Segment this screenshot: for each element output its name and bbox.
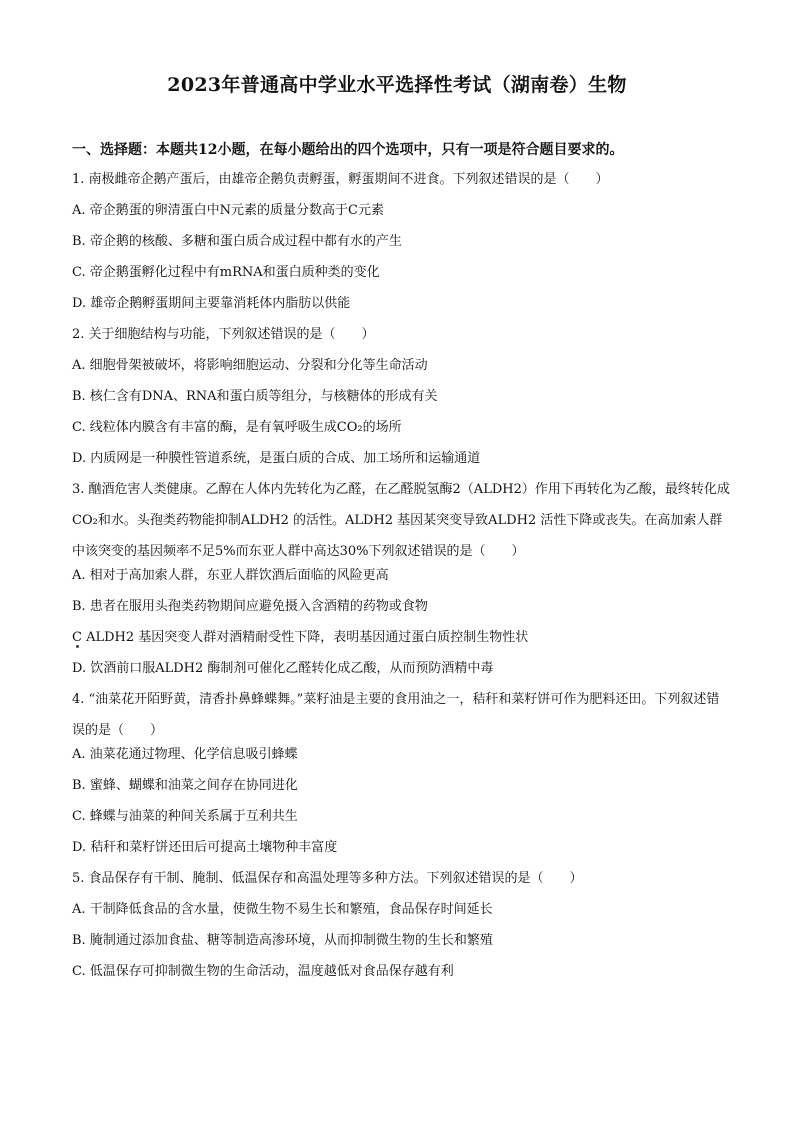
question-2-option-c: C. 线粒体内膜含有丰富的酶，是有氧呼吸生成CO₂的场所 <box>72 420 402 435</box>
question-stem-5: 5. 食品保存有干制、腌制、低温保存和高温处理等多种方法。下列叙述错误的是（ ） <box>72 871 583 886</box>
question-3-option-b: B. 患者在服用头孢类药物期间应避免摄入含酒精的药物或食物 <box>72 599 428 614</box>
question-2-option-a: A. 细胞骨架被破坏，将影响细胞运动、分裂和分化等生命活动 <box>72 358 428 373</box>
question-3-option-d: D. 饮酒前口服ALDH2 酶制剂可催化乙醛转化成乙酸，从而预防酒精中毒 <box>72 661 494 676</box>
question-2-option-d: D. 内质网是一种膜性管道系统，是蛋白质的合成、加工场所和运输通道 <box>72 451 481 466</box>
question-1-option-b: B. 帝企鹅的核酸、多糖和蛋白质合成过程中都有水的产生 <box>72 234 402 249</box>
question-4-option-c: C. 蜂蝶与油菜的种间关系属于互利共生 <box>72 809 298 824</box>
question-stem-2: 2. 关于细胞结构与功能，下列叙述错误的是（ ） <box>72 327 375 342</box>
question-list <box>72 170 732 993</box>
question-2-option-b: B. 核仁含有DNA、RNA和蛋白质等组分，与核糖体的形成有关 <box>72 389 438 404</box>
question-stem-3: 3. 酗酒危害人类健康。乙醇在人体内先转化为乙醛，在乙醛脱氢酶2（ALDH2）作用下再转化为乙酸，最终转化成CO₂和水。头孢类药物能抑制ALDH2 的活性。ALDH2 基因某突变导致ALDH2 活性下降或丧失。在高加索人群中该突变的基因频率不足5%而东亚人群中高达30%下列叙述错误的是（ ） <box>72 482 730 559</box>
question-3-option-a: A. 相对于高加索人群，东亚人群饮酒后面临的风险更高 <box>72 568 389 583</box>
question-4-option-a: A. 油菜花通过物理、化学信息吸引蜂蝶 <box>72 747 298 762</box>
section-heading: 一、选择题：本题共12小题，在每小题给出的四个选项中，只有一项是符合题目要求的。 <box>72 142 624 158</box>
page-title: 2023年普通高中学业水平选择性考试（湖南卷）生物 <box>167 74 627 96</box>
question-stem-4: 4. “油菜花开陌野黄，清香扑鼻蜂蝶舞。”菜籽油是主要的食用油之一，秸秆和菜籽饼可作为肥料还田。下列叙述错误的是（ ） <box>72 692 720 738</box>
question-1-option-c: C. 帝企鹅蛋孵化过程中有mRNA和蛋白质种类的变化 <box>72 265 380 280</box>
question-5-option-b: B. 腌制通过添加食盐、糖等制造高渗环境，从而抑制微生物的生长和繁殖 <box>72 933 493 948</box>
question-5-option-c: C. 低温保存可抑制微生物的生命活动，温度越低对食品保存越有利 <box>72 964 454 979</box>
question-1-option-d: D. 雄帝企鹅孵蛋期间主要靠消耗体内脂肪以供能 <box>72 296 351 311</box>
question-4-option-d: D. 秸秆和菜籽饼还田后可提高土壤物种丰富度 <box>72 840 338 855</box>
question-4-option-b: B. 蜜蜂、蝴蝶和油菜之间存在协同进化 <box>72 778 298 793</box>
question-1-option-a: A. 帝企鹅蛋的卵清蛋白中N元素的质量分数高于C元素 <box>72 203 384 218</box>
question-5-option-a: A. 干制降低食品的含水量，使微生物不易生长和繁殖，食品保存时间延长 <box>72 902 493 917</box>
question-stem-1: 1. 南极雌帝企鹅产蛋后，由雄帝企鹅负责孵蛋，孵蛋期间不进食。下列叙述错误的是（ ） <box>72 172 609 187</box>
question-3-option-c: C ALDH2 基因突变人群对酒精耐受性下降，表明基因通过蛋白质控制生物性状 <box>72 630 529 645</box>
